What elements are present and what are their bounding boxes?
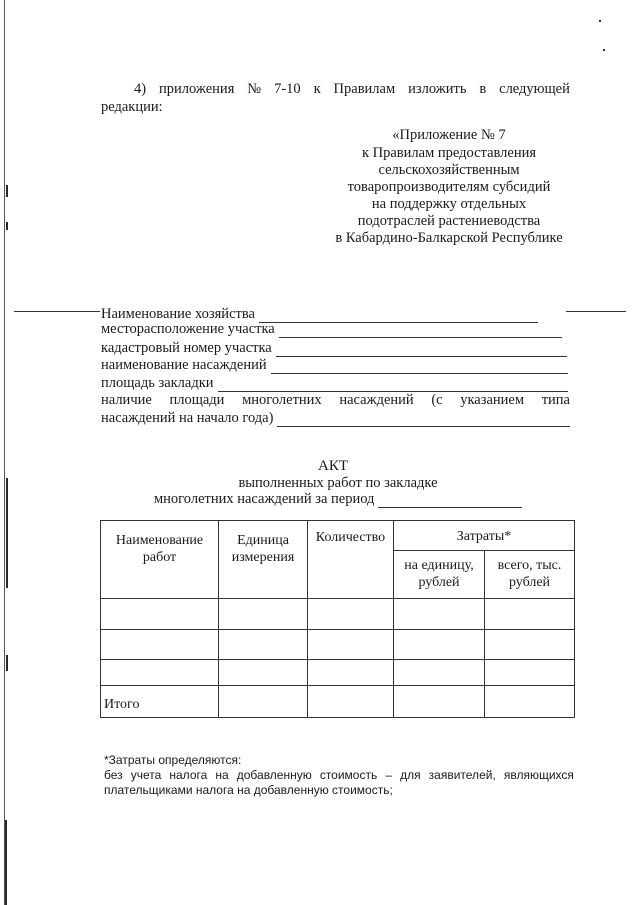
table-cell[interactable] xyxy=(101,630,219,660)
appendix-line: товаропроизводителям субсидий xyxy=(347,179,551,195)
table-cell[interactable] xyxy=(485,686,575,718)
field-label: площадь закладки xyxy=(101,375,214,391)
appendix-heading xyxy=(318,127,580,247)
act-title: АКТ xyxy=(318,458,348,474)
header-total: всего, тыс. рублей xyxy=(485,551,575,599)
act-subtitle: выполненных работ по закладке xyxy=(238,475,438,491)
table-cell[interactable] xyxy=(308,660,394,686)
table-cell[interactable] xyxy=(219,660,308,686)
scan-edge-mark xyxy=(4,0,5,905)
intro-line-1: 4) приложения № 7-10 к Правилам изложить в следующей xyxy=(134,81,570,97)
table-row-total xyxy=(101,686,575,718)
fill-line[interactable] xyxy=(218,377,568,392)
table-cell[interactable] xyxy=(308,630,394,660)
header-work-name: Наименование работ xyxy=(101,521,219,599)
header-unit: Единица измерения xyxy=(219,521,308,599)
intro-line-2: редакции: xyxy=(101,99,163,115)
footnote-heading: *Затраты определяются: xyxy=(104,753,242,767)
field-planting-area xyxy=(101,374,568,392)
fill-line[interactable] xyxy=(378,493,522,508)
table-row xyxy=(101,660,575,686)
table-cell[interactable] xyxy=(101,660,219,686)
fill-line[interactable] xyxy=(271,359,568,374)
table-cell[interactable] xyxy=(308,686,394,718)
scan-edge-mark xyxy=(5,820,7,905)
table-cell[interactable] xyxy=(101,599,219,630)
field-label: насаждений на начало года) xyxy=(101,410,274,426)
fill-line[interactable] xyxy=(279,323,562,338)
table-cell[interactable] xyxy=(394,686,485,718)
table-cell[interactable] xyxy=(485,599,575,630)
scan-edge-mark xyxy=(603,49,605,51)
scan-edge-mark xyxy=(6,222,8,230)
fill-line[interactable] xyxy=(276,342,567,357)
scan-fold-line xyxy=(566,311,626,312)
table-cell[interactable] xyxy=(219,686,308,718)
field-plantings-name xyxy=(101,356,568,374)
field-label: многолетних насаждений за период xyxy=(154,491,375,507)
table-cell[interactable] xyxy=(219,630,308,660)
appendix-line: «Приложение № 7 xyxy=(392,127,506,143)
appendix-line: в Кабардино-Балкарской Республике xyxy=(335,230,563,246)
fill-line[interactable] xyxy=(277,412,570,427)
header-quantity: Количество xyxy=(308,521,394,599)
total-label: Итого xyxy=(101,686,219,718)
scan-edge-mark xyxy=(6,478,8,588)
table-cell[interactable] xyxy=(394,660,485,686)
table-cell[interactable] xyxy=(394,630,485,660)
field-label: месторасположение участка xyxy=(101,321,275,337)
act-table xyxy=(100,520,575,718)
footnote-line-1: без учета налога на добавленную стоимость – для заявителей, являющихся xyxy=(104,768,574,782)
footnote-line-2: плательщиками налога на добавленную стоимость; xyxy=(104,783,393,797)
field-plot-location xyxy=(101,320,562,338)
header-costs: Затраты* xyxy=(394,521,575,551)
table-row xyxy=(101,599,575,630)
header-per-unit: на единицу, рублей xyxy=(394,551,485,599)
appendix-line: на поддержку отдельных xyxy=(371,196,527,212)
field-label: наименование насаждений xyxy=(101,357,267,373)
table-cell[interactable] xyxy=(308,599,394,630)
field-label: кадастровый номер участка xyxy=(101,340,272,356)
appendix-line: к Правилам предоставления xyxy=(361,145,537,161)
table-cell[interactable] xyxy=(485,660,575,686)
table-cell[interactable] xyxy=(485,630,575,660)
appendix-line: сельскохозяйственным xyxy=(378,162,520,178)
act-period xyxy=(154,490,522,508)
table-cell[interactable] xyxy=(219,599,308,630)
appendix-line: подотраслей растениеводства xyxy=(357,213,541,229)
table-row xyxy=(101,630,575,660)
field-availability: наличие площади многолетних насаждений (с указанием типа xyxy=(101,392,570,408)
table-cell[interactable] xyxy=(394,599,485,630)
scan-edge-mark xyxy=(6,185,8,197)
field-label: Наименование хозяйства xyxy=(101,306,255,322)
field-availability-line2 xyxy=(101,409,570,427)
scan-edge-mark xyxy=(599,20,601,22)
field-cadastral-number xyxy=(101,339,567,357)
scan-edge-mark xyxy=(6,655,8,671)
scan-fold-line xyxy=(14,311,100,312)
